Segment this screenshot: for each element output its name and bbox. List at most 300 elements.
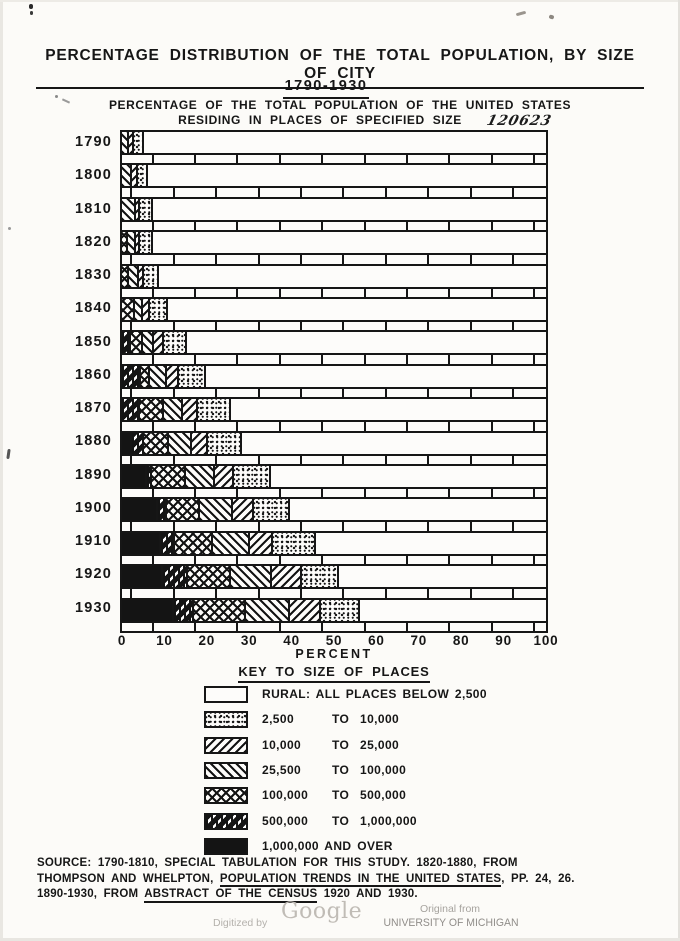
grid-line (406, 355, 408, 363)
bar-segment-backslash (164, 399, 183, 420)
x-axis-ticks (117, 633, 559, 648)
bar-segment-backslash (129, 266, 139, 287)
bar-segment-stipple (179, 366, 206, 387)
page-title: PERCENTAGE DISTRIBUTION OF THE TOTAL POPULATION, BY SIZE OF CITY (36, 47, 644, 89)
grid-line (448, 556, 450, 564)
grid-line (342, 456, 344, 464)
grid-line (448, 623, 450, 631)
year-row-1820 (122, 232, 546, 265)
bar-segment-solid-black (122, 433, 132, 454)
bar-segment-backslash (246, 600, 291, 621)
source-text: SOURCE: 1790-1810, SPECIAL TABULATION FOR THIS STUDY. 1820-1880, FROM (37, 857, 518, 869)
bar-segment-crosshatch (175, 533, 213, 554)
grid-line (236, 355, 238, 363)
grid-line (491, 222, 493, 230)
legend-range-from: 100,000 (262, 788, 309, 803)
bar-segment-white (144, 132, 546, 153)
grid-line (152, 355, 154, 363)
legend-range-to-word: TO (332, 737, 350, 752)
grid-line (448, 489, 450, 497)
bar-segment-backslash (135, 299, 143, 320)
grid-line (173, 456, 175, 464)
year-row-1860 (122, 366, 546, 399)
grid-line (364, 556, 366, 564)
grid-line (491, 155, 493, 163)
year-label-1910: 1910 (74, 533, 112, 550)
year-row-1840 (122, 299, 546, 332)
grid-line (173, 322, 175, 330)
year-label-1810: 1810 (74, 200, 112, 217)
grid-line (300, 188, 302, 196)
grid-ruler-row (122, 255, 546, 263)
legend-entry (204, 709, 544, 734)
grid-line (194, 556, 196, 564)
grid-line (258, 456, 260, 464)
grid-line (321, 489, 323, 497)
grid-line (173, 188, 175, 196)
grid-line (279, 623, 281, 631)
grid-ruler-row (122, 489, 546, 497)
year-row-1850 (122, 332, 546, 365)
bar-segment-stipple (164, 332, 187, 353)
grid-line (342, 322, 344, 330)
legend-entry (204, 684, 544, 709)
grid-line (300, 255, 302, 263)
bar-segment-black-diagonal (122, 399, 140, 420)
chart-subtitle-line2: RESIDING IN PLACES OF SPECIFIED SIZE (178, 113, 462, 127)
grid-line (130, 456, 132, 464)
grid-line (385, 255, 387, 263)
bar-segment-crosshatch (167, 499, 200, 520)
legend-range-from: 500,000 (262, 813, 309, 828)
bar-segment-crosshatch (131, 332, 143, 353)
google-watermark: Google (281, 899, 363, 924)
grid-line (470, 322, 472, 330)
legend-range-to: 500,000 (360, 788, 407, 803)
grid-line (470, 188, 472, 196)
x-tick-10: 10 (156, 633, 173, 648)
legend-range-to: 1,000,000 (360, 813, 417, 828)
grid-line (130, 188, 132, 196)
legend-range-to-word: TO (332, 813, 350, 828)
x-tick-90: 90 (495, 633, 512, 648)
bar-segment-backslash (150, 366, 167, 387)
grid-ruler-row (122, 456, 546, 464)
grid-line (236, 623, 238, 631)
legend-range-to: 10,000 (360, 712, 400, 727)
bar-segment-black-diagonal (174, 600, 194, 621)
bar-segment-solid-black (122, 466, 147, 487)
legend-swatch-white (204, 686, 248, 703)
x-tick-50: 50 (325, 633, 343, 648)
grid-line (173, 255, 175, 263)
grid-line (194, 623, 196, 631)
y-axis-year-labels (0, 130, 113, 633)
grid-line (300, 522, 302, 530)
grid-ruler-row (122, 556, 546, 564)
grid-line (173, 589, 175, 597)
grid-line (448, 222, 450, 230)
grid-line (215, 589, 217, 597)
grid-line (258, 322, 260, 330)
bar-segment-solid-black (122, 499, 158, 520)
grid-line (152, 289, 154, 297)
grid-line (491, 289, 493, 297)
grid-line (279, 489, 281, 497)
year-row-1900 (122, 499, 546, 532)
chart-subtitle-line1: PERCENTAGE OF THE TOTAL POPULATION OF THE UNITED STATES (108, 98, 572, 112)
grid-line (448, 155, 450, 163)
grid-line (279, 222, 281, 230)
bar-segment-solid-black (122, 533, 161, 554)
bar-segment-backslash (169, 433, 191, 454)
grid-line (427, 322, 429, 330)
grid-ruler-row (122, 155, 546, 163)
bar-segment-backslash (122, 165, 132, 186)
year-label-1920: 1920 (74, 566, 112, 583)
bar-segment-white (187, 332, 546, 353)
grid-line (364, 489, 366, 497)
bar-segment-stipple (198, 399, 231, 420)
grid-line (491, 422, 493, 430)
bar-segment-slash (272, 566, 302, 587)
year-row-1880 (122, 433, 546, 466)
bar-segment-stipple (140, 199, 153, 220)
x-tick-70: 70 (410, 633, 428, 648)
grid-line (364, 355, 366, 363)
grid-ruler-row (122, 188, 546, 196)
grid-line (321, 155, 323, 163)
grid-line (364, 222, 366, 230)
stacked-bar-1790 (122, 132, 546, 155)
grid-line (342, 188, 344, 196)
bar-segment-black-diagonal (163, 566, 188, 587)
year-row-1890 (122, 466, 546, 499)
bar-segment-black-diagonal (161, 533, 175, 554)
grid-line (215, 188, 217, 196)
legend-entry (204, 785, 544, 810)
grid-line (470, 456, 472, 464)
bar-segment-slash (143, 299, 150, 320)
bar-segment-stipple (150, 299, 168, 320)
grid-line (533, 489, 535, 497)
grid-line (533, 355, 535, 363)
source-line-2 (37, 872, 652, 888)
bar-segment-white (339, 566, 545, 587)
legend-swatch-black-diagonal (204, 813, 248, 830)
legend-entry (204, 760, 544, 785)
legend-title-wrap (120, 663, 548, 683)
grid-line (173, 522, 175, 530)
legend-range-to-word: TO (332, 762, 350, 777)
grid-line (406, 155, 408, 163)
legend-swatch-crosshatch (204, 787, 248, 804)
grid-line (385, 389, 387, 397)
bar-segment-backslash (128, 232, 136, 253)
stacked-bar-1820 (122, 232, 546, 255)
bar-segment-backslash (186, 466, 215, 487)
year-label-1930: 1930 (74, 599, 112, 616)
grid-line (130, 589, 132, 597)
bar-segment-slash (233, 499, 254, 520)
grid-line (279, 422, 281, 430)
grid-line (364, 623, 366, 631)
source-text: 1920 AND 1930. (317, 888, 418, 900)
grid-line (194, 222, 196, 230)
year-row-1790 (122, 132, 546, 165)
bar-segment-backslash (122, 132, 129, 153)
grid-line (321, 222, 323, 230)
stacked-bar-1930 (122, 600, 546, 623)
grid-line (427, 188, 429, 196)
bar-segment-slash (250, 533, 273, 554)
x-axis-label: PERCENT (295, 647, 373, 661)
bar-segment-crosshatch (152, 466, 186, 487)
grid-line (321, 355, 323, 363)
year-label-1840: 1840 (74, 300, 112, 317)
grid-line (279, 289, 281, 297)
bar-segment-slash (183, 399, 198, 420)
grid-ruler-row (122, 222, 546, 230)
grid-line (448, 355, 450, 363)
grid-line (512, 389, 514, 397)
bar-segment-stipple (234, 466, 271, 487)
grid-line (152, 422, 154, 430)
bar-segment-slash (154, 332, 165, 353)
bar-segment-backslash (143, 332, 154, 353)
bar-segment-slash (192, 433, 208, 454)
grid-line (427, 522, 429, 530)
bar-segment-crosshatch (194, 600, 246, 621)
bar-segment-backslash (231, 566, 272, 587)
x-tick-20: 20 (198, 633, 216, 648)
year-row-1810 (122, 199, 546, 232)
legend-entry (204, 735, 544, 760)
grid-line (342, 522, 344, 530)
bar-segment-white (290, 499, 546, 520)
grid-line (406, 556, 408, 564)
grid-ruler-row (122, 623, 546, 631)
grid-line (470, 522, 472, 530)
legend-range-to-word: TO (332, 712, 350, 727)
grid-line (130, 322, 132, 330)
grid-line (215, 322, 217, 330)
grid-line (215, 456, 217, 464)
stacked-bar-1840 (122, 299, 546, 322)
grid-line (300, 589, 302, 597)
year-label-1890: 1890 (74, 466, 112, 483)
grid-line (427, 389, 429, 397)
grid-line (512, 255, 514, 263)
grid-line (385, 456, 387, 464)
bar-segment-crosshatch (122, 299, 135, 320)
bar-segment-crosshatch (122, 266, 129, 287)
grid-line (364, 155, 366, 163)
legend-range-to-word: TO (332, 788, 350, 803)
grid-line (130, 255, 132, 263)
grid-ruler-row (122, 289, 546, 297)
grid-line (342, 255, 344, 263)
source-note (37, 856, 652, 903)
grid-line (448, 422, 450, 430)
grid-line (533, 289, 535, 297)
grid-line (279, 556, 281, 564)
source-title-underlined: POPULATION TRENDS IN THE UNITED STATES (220, 873, 501, 888)
stacked-bar-1890 (122, 466, 546, 489)
year-row-1800 (122, 165, 546, 198)
grid-line (236, 155, 238, 163)
bar-segment-backslash (200, 499, 233, 520)
legend-swatch-stipple (204, 711, 248, 728)
legend-range-from: 10,000 (262, 737, 302, 752)
bar-segment-black-diagonal (132, 433, 144, 454)
year-label-1850: 1850 (74, 333, 112, 350)
grid-line (533, 623, 535, 631)
bar-segment-white (271, 466, 546, 487)
year-row-1930 (122, 600, 546, 631)
grid-line (130, 522, 132, 530)
x-tick-0: 0 (117, 633, 127, 648)
grid-line (279, 155, 281, 163)
grid-line (279, 355, 281, 363)
grid-line (215, 389, 217, 397)
stacked-bar-chart-plot (120, 130, 548, 633)
bar-segment-black-diagonal (122, 366, 141, 387)
grid-line (130, 389, 132, 397)
bar-segment-stipple (140, 232, 153, 253)
grid-ruler-row (122, 422, 546, 430)
stacked-bar-1870 (122, 399, 546, 422)
legend-range-to: 100,000 (360, 762, 407, 777)
bar-segment-stipple (208, 433, 241, 454)
bar-segment-stipple (321, 600, 360, 621)
bar-segment-stipple (254, 499, 290, 520)
bar-segment-stipple (273, 533, 316, 554)
legend-swatch-solid-black (204, 838, 248, 855)
grid-line (385, 589, 387, 597)
bar-segment-slash (167, 366, 178, 387)
year-label-1860: 1860 (74, 366, 112, 383)
bar-segment-white (231, 399, 546, 420)
grid-line (512, 522, 514, 530)
grid-line (406, 289, 408, 297)
stacked-bar-1900 (122, 499, 546, 522)
grid-ruler-row (122, 322, 546, 330)
legend-swatch-slash (204, 737, 248, 754)
x-tick-30: 30 (240, 633, 258, 648)
grid-line (215, 255, 217, 263)
grid-line (512, 456, 514, 464)
grid-line (533, 422, 535, 430)
grid-line (491, 489, 493, 497)
grid-line (364, 422, 366, 430)
scan-smudge (516, 11, 526, 16)
grid-line (491, 623, 493, 631)
grid-line (258, 188, 260, 196)
grid-line (491, 556, 493, 564)
grid-line (152, 222, 154, 230)
grid-line (236, 422, 238, 430)
year-label-1800: 1800 (74, 167, 112, 184)
grid-line (406, 623, 408, 631)
grid-line (194, 489, 196, 497)
bar-segment-white (153, 199, 546, 220)
grid-line (194, 422, 196, 430)
grid-line (533, 556, 535, 564)
stacked-bar-1850 (122, 332, 546, 355)
year-label-1870: 1870 (74, 400, 112, 417)
grid-line (342, 589, 344, 597)
grid-line (321, 422, 323, 430)
grid-line (300, 456, 302, 464)
source-line-1 (37, 856, 652, 872)
legend-swatch-backslash (204, 762, 248, 779)
source-text: , PP. 24, 26. (501, 872, 575, 885)
stacked-bar-1920 (122, 566, 546, 589)
grid-line (470, 255, 472, 263)
bar-segment-white (159, 266, 546, 287)
grid-line (236, 222, 238, 230)
bar-segment-white (242, 433, 546, 454)
grid-line (300, 389, 302, 397)
grid-line (215, 522, 217, 530)
source-text: 1890-1930, FROM (37, 888, 145, 900)
bar-segment-solid-black (122, 566, 163, 587)
digitized-by-text: Digitized by (213, 917, 268, 929)
year-row-1920 (122, 566, 546, 599)
grid-line (321, 289, 323, 297)
grid-line (427, 255, 429, 263)
original-from-text: Original from (419, 903, 481, 915)
grid-line (512, 589, 514, 597)
year-row-1870 (122, 399, 546, 432)
grid-line (491, 355, 493, 363)
grid-line (236, 556, 238, 564)
bar-segment-stipple (302, 566, 339, 587)
grid-line (385, 322, 387, 330)
grid-line (512, 188, 514, 196)
legend-title: KEY TO SIZE OF PLACES (238, 664, 429, 683)
year-label-1900: 1900 (74, 499, 112, 516)
page-title-years-wrap (264, 77, 388, 99)
institution-text: UNIVERSITY OF MICHIGAN (383, 917, 519, 929)
bar-segment-white (153, 232, 546, 253)
handwritten-accession-number: 120623 (485, 113, 554, 129)
grid-line (321, 623, 323, 631)
bar-segment-slash (215, 466, 234, 487)
x-tick-100: 100 (533, 633, 559, 648)
bar-segment-stipple (144, 266, 160, 287)
legend-label: 1,000,000 AND OVER (262, 838, 393, 853)
grid-line (194, 155, 196, 163)
stacked-bar-1910 (122, 533, 546, 556)
grid-line (152, 489, 154, 497)
grid-line (236, 289, 238, 297)
legend-label: RURAL: ALL PLACES BELOW 2,500 (262, 687, 487, 701)
stacked-bar-1810 (122, 199, 546, 222)
bar-segment-backslash (122, 199, 136, 220)
grid-line (321, 556, 323, 564)
year-label-1820: 1820 (74, 233, 112, 250)
grid-line (236, 489, 238, 497)
grid-line (258, 255, 260, 263)
grid-line (470, 389, 472, 397)
grid-ruler-row (122, 389, 546, 397)
stacked-bar-1860 (122, 366, 546, 389)
bar-segment-white (168, 299, 546, 320)
bar-segment-black-diagonal (158, 499, 167, 520)
x-tick-80: 80 (452, 633, 470, 648)
